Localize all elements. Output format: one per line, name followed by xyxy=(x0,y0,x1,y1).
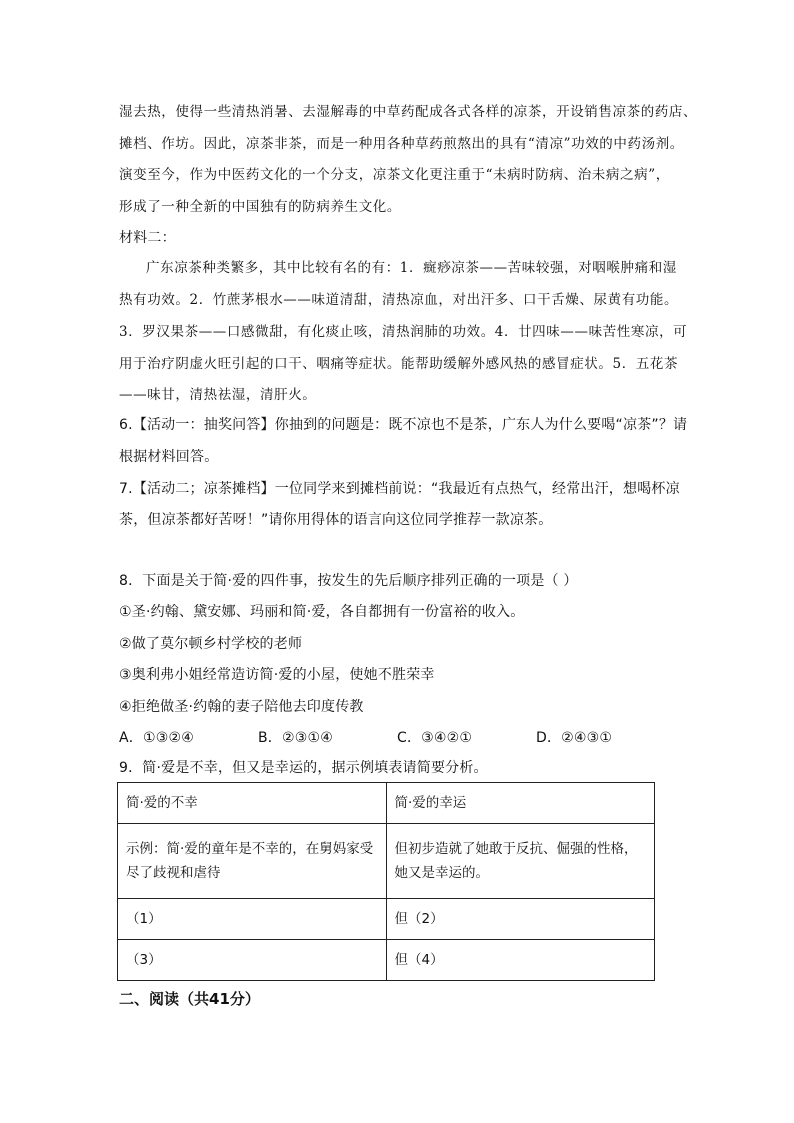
question-8-event-3: ③奥利弗小姐经常造访简·爱的小屋，使她不胜荣幸 xyxy=(119,667,435,683)
table-header-misfortune: 简·爱的不幸 xyxy=(118,783,387,824)
question-6-line-2: 根据材料回答。 xyxy=(119,449,219,465)
question-7-line-1: 7.【活动二；凉茶摊档】一位同学来到摊档前说：“我最近有点热气，经常出汗，想喝杯凉 xyxy=(119,481,680,497)
question-8-options xyxy=(119,728,699,748)
material-two-line-3: 3．罗汉果茶——口感微甜，有化痰止咳，清热润肺的功效。4．廿四味——味苦性寒凉，可 xyxy=(119,324,688,340)
table-cell-blank-4[interactable]: 但（4） xyxy=(386,940,655,981)
section-two-heading: 二、阅读（共41分） xyxy=(119,990,260,1008)
table-row xyxy=(118,940,655,981)
question-8-event-2: ②做了莫尔顿乡村学校的老师 xyxy=(119,636,303,652)
analysis-table xyxy=(117,782,655,981)
material-two-line-2: 热有功效。2．竹蔗茅根水——味道清甜，清热凉血，对出汗多、口干舌燥、尿黄有功能。 xyxy=(119,292,679,308)
material-one-line-1: 湿去热，使得一些清热消暑、去湿解毒的中草药配成各式各样的凉茶，开设销售凉茶的药店、 xyxy=(119,104,698,120)
table-cell-example-misfortune: 示例：简·爱的童年是不幸的，在舅妈家受尽了歧视和虐待 xyxy=(118,824,387,899)
table-row xyxy=(118,899,655,940)
option-a[interactable]: A．①③②④ xyxy=(119,730,194,746)
option-d[interactable]: D．②④③① xyxy=(536,730,613,746)
material-two-title: 材料二： xyxy=(119,230,176,246)
question-8-stem: 8．下面是关于简·爱的四件事，按发生的先后顺序排列正确的一项是（ ） xyxy=(119,573,578,589)
question-7-line-2: 茶，但凉茶都好苦呀！”请你用得体的语言向这位同学推荐一款凉茶。 xyxy=(119,512,553,528)
table-row xyxy=(118,824,655,899)
material-two-line-5: ——味甘，清热祛湿，清肝火。 xyxy=(119,387,317,403)
table-cell-blank-1[interactable]: （1） xyxy=(118,899,387,940)
table-cell-example-fortune: 但初步造就了她敢于反抗、倔强的性格，她又是幸运的。 xyxy=(386,824,655,899)
material-two-line-1: 广东凉茶种类繁多，其中比较有名的有：1．癍痧凉茶——苦味较强，对咽喉肿痛和湿 xyxy=(146,260,677,276)
table-cell-blank-2[interactable]: 但（2） xyxy=(386,899,655,940)
material-one-line-2: 摊档、作坊。因此，凉茶非茶，而是一种用各种草药煎熬出的具有“清凉”功效的中药汤剂。 xyxy=(119,136,684,152)
material-two-line-4: 用于治疗阴虚火旺引起的口干、咽痛等症状。能帮助缓解外感风热的感冒症状。5．五花茶 xyxy=(119,356,679,372)
question-8-event-1: ①圣·约翰、黛安娜、玛丽和简·爱，各自都拥有一份富裕的收入。 xyxy=(119,604,525,620)
material-one-line-3: 演变至今，作为中医药文化的一个分支，凉茶文化更注重于“未病时防病、治未病之病”， xyxy=(119,167,670,183)
option-b[interactable]: B．②③①④ xyxy=(258,730,334,746)
option-c[interactable]: C．③④②① xyxy=(397,730,473,746)
table-header-row xyxy=(118,783,655,824)
material-one-line-4: 形成了一种全新的中国独有的防病养生文化。 xyxy=(119,199,401,215)
question-9-stem: 9．简·爱是不幸，但又是幸运的，据示例填表请简要分析。 xyxy=(119,760,488,776)
question-8-event-4: ④拒绝做圣·约翰的妻子陪他去印度传教 xyxy=(119,699,364,715)
table-cell-blank-3[interactable]: （3） xyxy=(118,940,387,981)
question-6-line-1: 6.【活动一：抽奖问答】你抽到的问题是：既不凉也不是茶，广东人为什么要喝“凉茶”？请 xyxy=(119,417,688,433)
table-header-fortune: 简·爱的幸运 xyxy=(386,783,655,824)
